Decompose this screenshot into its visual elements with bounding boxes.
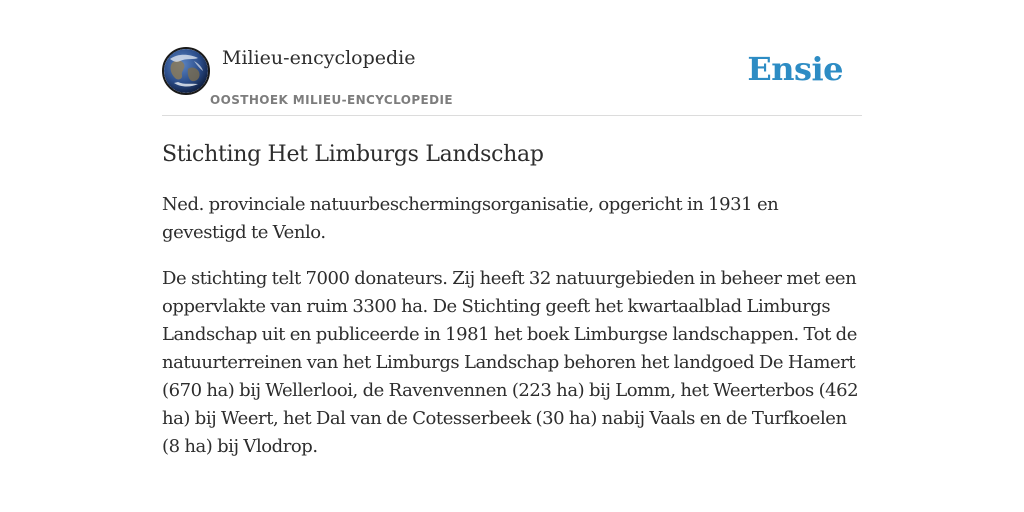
article-title: Stichting Het Limburgs Landschap bbox=[162, 142, 544, 167]
site-name-link[interactable]: Milieu-encyclopedie bbox=[222, 47, 416, 69]
brand-logo-link[interactable]: Ensie bbox=[747, 50, 843, 88]
page-header bbox=[162, 46, 862, 116]
article bbox=[162, 136, 862, 461]
article-paragraph: De stichting telt 7000 donateurs. Zij heeft 32 natuurgebieden in beheer met een oppervlakte van ruim 3300 ha. De Stichting geeft het kwartaalblad Limburgs Landschap uit en publiceerde in 1981 het boek Limburgse landschappen. Tot de natuurterreinen van het Limburgs Landschap behoren het landgoed De Hamert (670 ha) bij Wellerlooi, de Ravenvennen (223 ha) bij Lomm, het Weerterbos (462 ha) bij Weert, het Dal van de Cotesserbeek (30 ha) nabij Vaals en de Turfkoelen (8 ha) bij Vlodrop. bbox=[162, 268, 859, 457]
earth-globe-icon[interactable] bbox=[162, 47, 210, 95]
site-subtitle: OOSTHOEK MILIEU-ENCYCLOPEDIE bbox=[210, 93, 453, 107]
article-paragraph: Ned. provinciale natuurbeschermingsorganisatie, opgericht in 1931 en gevestigd te Venlo. bbox=[162, 194, 779, 243]
